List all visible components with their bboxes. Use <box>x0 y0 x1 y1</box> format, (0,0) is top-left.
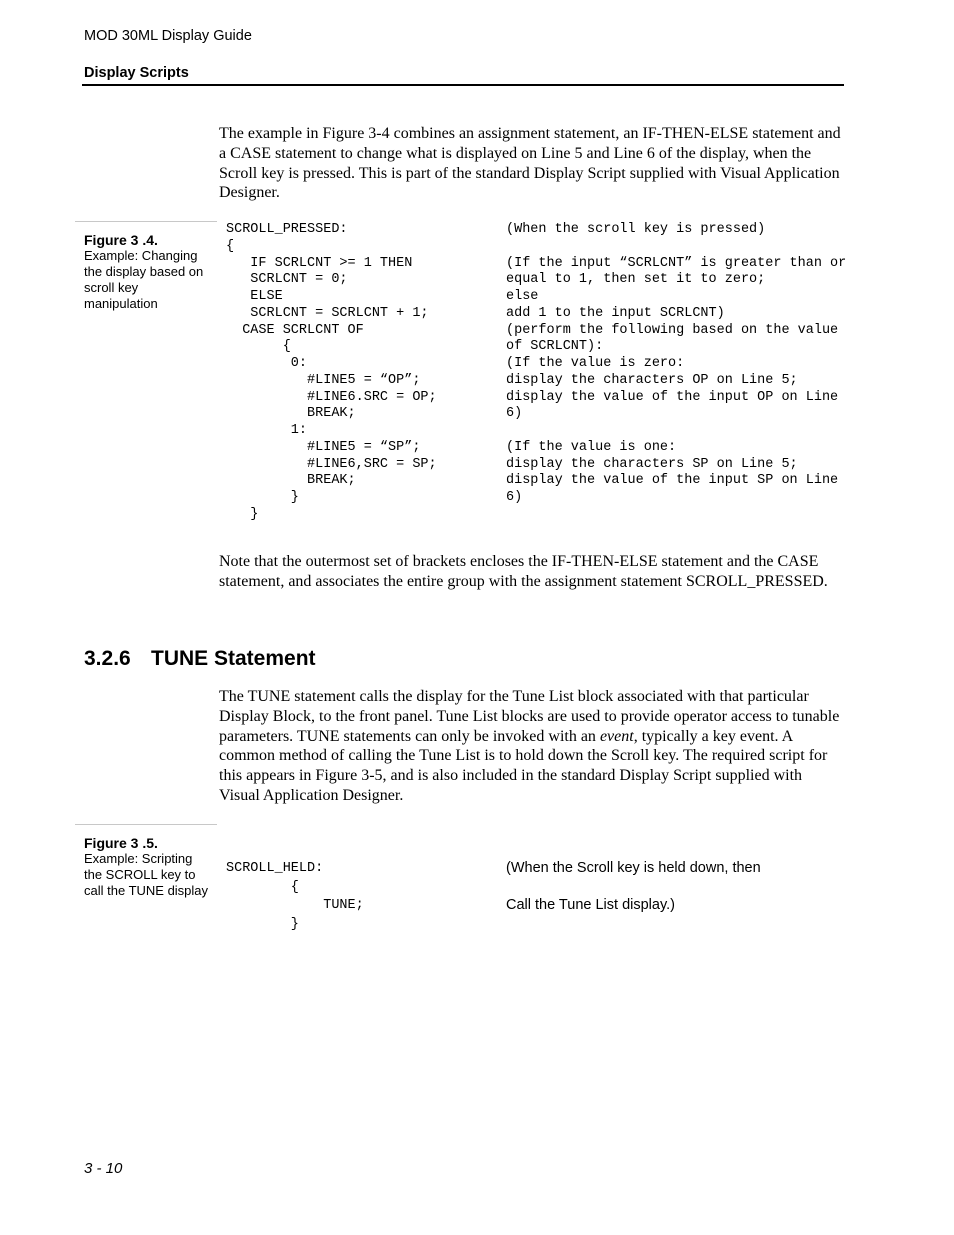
figure-4-code: SCROLL_PRESSED: { IF SCRLCNT >= 1 THEN SCRLCNT = 0; ELSE SCRLCNT = SCRLCNT + 1; CASE SCRLCNT OF { 0: #LINE5 = “OP”; #LINE6.SRC = OP; BREAK; 1: #LINE5 = “SP”; #LINE6,SRC = SP; BREAK; } } <box>226 222 437 522</box>
figure-4-rule <box>75 221 217 222</box>
figure-5-number: Figure 3 .5. <box>84 835 158 851</box>
section-heading <box>84 647 316 671</box>
section-number: 3.2.6 <box>84 647 131 670</box>
figure-5-code: SCROLL_HELD: { TUNE; } <box>226 861 364 932</box>
tune-paragraph-emphasis: event <box>599 727 634 745</box>
document-title: MOD 30ML Display Guide <box>84 28 252 44</box>
figure-5-caption <box>84 835 212 899</box>
tune-paragraph <box>219 687 844 806</box>
figure-5-caption-text: Example: Scripting the SCROLL key to call the TUNE display <box>84 851 209 899</box>
section-label: Display Scripts <box>84 65 189 81</box>
tune-paragraph-text-1: The TUNE statement calls the display for the Tune List block associated with that particular Display Block, to the front panel. Tune List blocks are used to provide operator access to tunable parameters. TUNE statements can only be invoked with an <box>219 688 840 745</box>
figure-4-comments: (When the scroll key is pressed) (If the input “SCRLCNT” is greater than or equal to 1, then set it to zero; else add 1 to the input SCRLCNT) (perform the following based on the value of SCRLCNT): (If the value is zero: display the characters OP on Line 5; display the value of the input OP on Line 6) (If the value is one: display the characters SP on Line 5; display the value of the input SP on Line 6) <box>506 222 847 505</box>
header-rule <box>82 84 844 86</box>
figure-4-number: Figure 3 .4. <box>84 232 158 248</box>
tune-paragraph-text-2: , typically a key event. A common method of calling the Tune List is to hold down the Scroll key. The required script for this appears in Figure 3-5, and is also included in the standard Display Script supplied with Visual Application Designer. <box>219 727 828 804</box>
figure-4-caption-text: Example: Changing the display based on scroll key manipulation <box>84 248 204 312</box>
figure-5-comment-1: (When the Scroll key is held down, then <box>506 860 761 876</box>
figure-5-comment-2: Call the Tune List display.) <box>506 897 675 913</box>
section-title: TUNE Statement <box>151 647 316 670</box>
figure-5-rule <box>75 824 217 825</box>
page-number: 3 - 10 <box>84 1160 123 1177</box>
figure-4-caption <box>84 232 212 312</box>
note-paragraph: Note that the outermost set of brackets encloses the IF-THEN-ELSE statement and the CASE statement, and associates the entire group with the assignment statement SCROLL_PRESSED. <box>219 553 828 590</box>
intro-paragraph: The example in Figure 3-4 combines an assignment statement, an IF-THEN-ELSE statement and a CASE statement to change what is displayed on Line 5 and Line 6 of the display, when the Scroll key is pressed. This is part of the standard Display Script supplied with Visual Application Designer. <box>219 125 841 202</box>
